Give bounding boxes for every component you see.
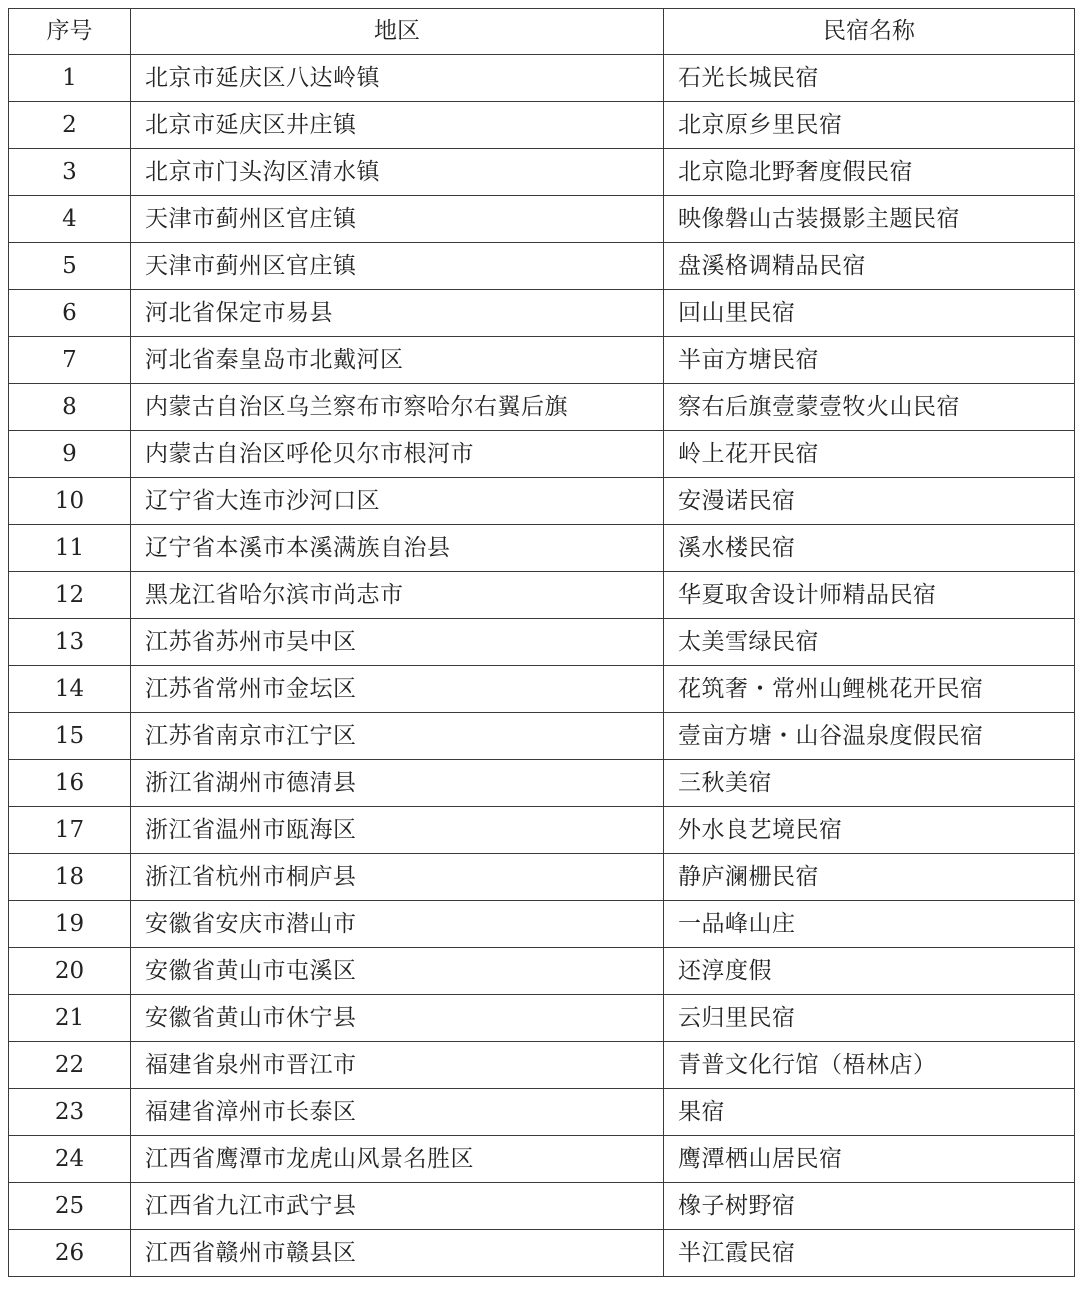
row-index-cell: 5 <box>9 243 131 290</box>
table-row <box>9 1183 1075 1230</box>
row-homestay-name-cell: 半江霞民宿 <box>664 1230 1075 1277</box>
row-homestay-name-cell: 青普文化行馆（梧林店） <box>664 1042 1075 1089</box>
row-region-cell: 安徽省黄山市屯溪区 <box>131 948 664 995</box>
header-index: 序号 <box>9 9 131 55</box>
row-region-cell: 江西省赣州市赣县区 <box>131 1230 664 1277</box>
row-homestay-name-cell: 石光长城民宿 <box>664 55 1075 102</box>
row-region-cell: 福建省漳州市长泰区 <box>131 1089 664 1136</box>
row-region-cell: 河北省秦皇岛市北戴河区 <box>131 337 664 384</box>
row-homestay-name-cell: 岭上花开民宿 <box>664 431 1075 478</box>
row-index-cell: 23 <box>9 1089 131 1136</box>
table-row <box>9 102 1075 149</box>
row-region-cell: 天津市蓟州区官庄镇 <box>131 243 664 290</box>
table-row <box>9 995 1075 1042</box>
header-region: 地区 <box>131 9 664 55</box>
table-row <box>9 760 1075 807</box>
row-index-cell: 7 <box>9 337 131 384</box>
row-region-cell: 天津市蓟州区官庄镇 <box>131 196 664 243</box>
table-row <box>9 431 1075 478</box>
row-index-cell: 19 <box>9 901 131 948</box>
row-homestay-name-cell: 三秋美宿 <box>664 760 1075 807</box>
row-region-cell: 浙江省湖州市德清县 <box>131 760 664 807</box>
table-row <box>9 807 1075 854</box>
row-homestay-name-cell: 回山里民宿 <box>664 290 1075 337</box>
row-homestay-name-cell: 安漫诺民宿 <box>664 478 1075 525</box>
row-homestay-name-cell: 壹亩方塘・山谷温泉度假民宿 <box>664 713 1075 760</box>
row-index-cell: 2 <box>9 102 131 149</box>
row-homestay-name-cell: 北京原乡里民宿 <box>664 102 1075 149</box>
row-index-cell: 20 <box>9 948 131 995</box>
row-homestay-name-cell: 静庐澜栅民宿 <box>664 854 1075 901</box>
row-index-cell: 9 <box>9 431 131 478</box>
table-row <box>9 901 1075 948</box>
row-index-cell: 10 <box>9 478 131 525</box>
table-row <box>9 1089 1075 1136</box>
table-header-row <box>9 9 1075 55</box>
row-index-cell: 1 <box>9 55 131 102</box>
table-row <box>9 619 1075 666</box>
table-row <box>9 1136 1075 1183</box>
row-index-cell: 15 <box>9 713 131 760</box>
table-row <box>9 478 1075 525</box>
row-homestay-name-cell: 太美雪绿民宿 <box>664 619 1075 666</box>
row-homestay-name-cell: 半亩方塘民宿 <box>664 337 1075 384</box>
table-row <box>9 384 1075 431</box>
row-region-cell: 浙江省杭州市桐庐县 <box>131 854 664 901</box>
table-row <box>9 572 1075 619</box>
row-region-cell: 江苏省南京市江宁区 <box>131 713 664 760</box>
row-index-cell: 13 <box>9 619 131 666</box>
row-homestay-name-cell: 云归里民宿 <box>664 995 1075 1042</box>
row-region-cell: 安徽省安庆市潜山市 <box>131 901 664 948</box>
row-region-cell: 福建省泉州市晋江市 <box>131 1042 664 1089</box>
row-homestay-name-cell: 花筑奢・常州山鲤桃花开民宿 <box>664 666 1075 713</box>
row-index-cell: 21 <box>9 995 131 1042</box>
row-index-cell: 6 <box>9 290 131 337</box>
row-homestay-name-cell: 盘溪格调精品民宿 <box>664 243 1075 290</box>
row-index-cell: 14 <box>9 666 131 713</box>
header-homestay-name: 民宿名称 <box>664 9 1075 55</box>
row-homestay-name-cell: 北京隐北野奢度假民宿 <box>664 149 1075 196</box>
table-row <box>9 525 1075 572</box>
row-index-cell: 18 <box>9 854 131 901</box>
table-row <box>9 243 1075 290</box>
row-region-cell: 辽宁省本溪市本溪满族自治县 <box>131 525 664 572</box>
row-region-cell: 江西省鹰潭市龙虎山风景名胜区 <box>131 1136 664 1183</box>
row-homestay-name-cell: 橡子树野宿 <box>664 1183 1075 1230</box>
row-index-cell: 24 <box>9 1136 131 1183</box>
row-homestay-name-cell: 一品峰山庄 <box>664 901 1075 948</box>
row-region-cell: 北京市门头沟区清水镇 <box>131 149 664 196</box>
table-row <box>9 713 1075 760</box>
row-index-cell: 26 <box>9 1230 131 1277</box>
row-region-cell: 北京市延庆区井庄镇 <box>131 102 664 149</box>
row-region-cell: 内蒙古自治区乌兰察布市察哈尔右翼后旗 <box>131 384 664 431</box>
row-index-cell: 8 <box>9 384 131 431</box>
row-index-cell: 25 <box>9 1183 131 1230</box>
table-row <box>9 1042 1075 1089</box>
row-region-cell: 辽宁省大连市沙河口区 <box>131 478 664 525</box>
row-region-cell: 江西省九江市武宁县 <box>131 1183 664 1230</box>
row-index-cell: 16 <box>9 760 131 807</box>
row-region-cell: 安徽省黄山市休宁县 <box>131 995 664 1042</box>
row-homestay-name-cell: 溪水楼民宿 <box>664 525 1075 572</box>
table-row <box>9 1230 1075 1277</box>
table-row <box>9 55 1075 102</box>
table-row <box>9 196 1075 243</box>
row-homestay-name-cell: 外水良艺境民宿 <box>664 807 1075 854</box>
table-row <box>9 666 1075 713</box>
table-row <box>9 149 1075 196</box>
row-region-cell: 河北省保定市易县 <box>131 290 664 337</box>
row-region-cell: 内蒙古自治区呼伦贝尔市根河市 <box>131 431 664 478</box>
row-homestay-name-cell: 果宿 <box>664 1089 1075 1136</box>
homestay-table <box>8 8 1075 1277</box>
row-index-cell: 4 <box>9 196 131 243</box>
table-row <box>9 854 1075 901</box>
row-homestay-name-cell: 还淳度假 <box>664 948 1075 995</box>
row-region-cell: 北京市延庆区八达岭镇 <box>131 55 664 102</box>
table-row <box>9 337 1075 384</box>
table-row <box>9 948 1075 995</box>
row-homestay-name-cell: 鹰潭栖山居民宿 <box>664 1136 1075 1183</box>
row-index-cell: 22 <box>9 1042 131 1089</box>
row-index-cell: 11 <box>9 525 131 572</box>
row-index-cell: 3 <box>9 149 131 196</box>
row-index-cell: 17 <box>9 807 131 854</box>
row-homestay-name-cell: 华夏取舍设计师精品民宿 <box>664 572 1075 619</box>
homestay-table-container <box>8 8 1074 1277</box>
table-row <box>9 290 1075 337</box>
row-region-cell: 江苏省苏州市吴中区 <box>131 619 664 666</box>
row-region-cell: 江苏省常州市金坛区 <box>131 666 664 713</box>
row-region-cell: 浙江省温州市瓯海区 <box>131 807 664 854</box>
row-index-cell: 12 <box>9 572 131 619</box>
row-homestay-name-cell: 映像磐山古装摄影主题民宿 <box>664 196 1075 243</box>
row-region-cell: 黑龙江省哈尔滨市尚志市 <box>131 572 664 619</box>
row-homestay-name-cell: 察右后旗壹蒙壹牧火山民宿 <box>664 384 1075 431</box>
